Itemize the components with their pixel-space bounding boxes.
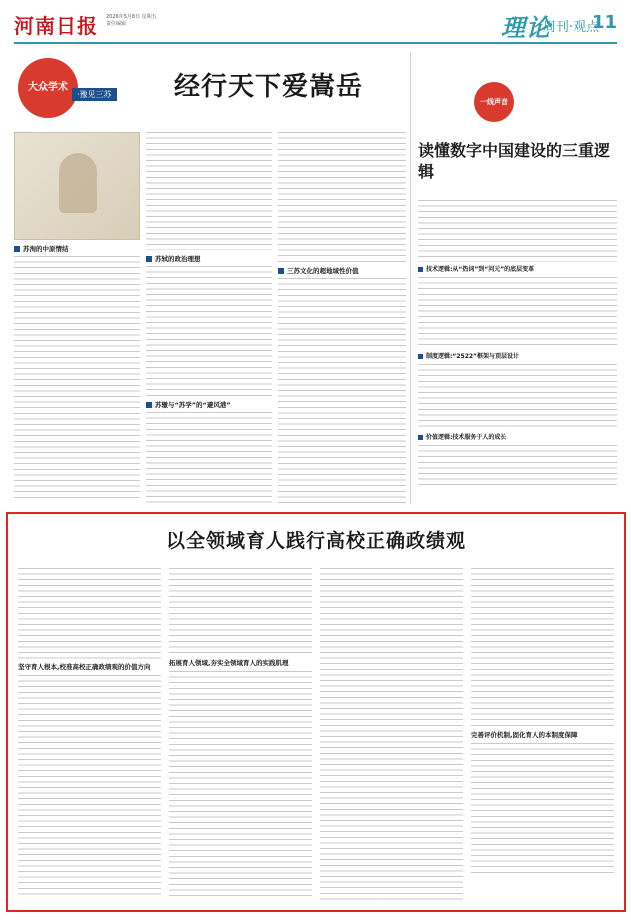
left-column-3 bbox=[278, 132, 406, 504]
historical-portrait-image bbox=[14, 132, 140, 240]
text-lines bbox=[146, 412, 272, 504]
right-body bbox=[418, 200, 617, 504]
text-lines bbox=[418, 364, 617, 430]
right-headline: 读懂数字中国建设的三重逻辑 bbox=[418, 141, 611, 181]
column-divider bbox=[410, 52, 411, 504]
newspaper-logo: 河南日报 bbox=[14, 14, 98, 38]
text-lines bbox=[18, 568, 161, 660]
text-lines bbox=[278, 278, 406, 504]
bottom-column-3 bbox=[320, 568, 463, 906]
column-badge bbox=[18, 58, 78, 118]
body-text-block bbox=[278, 278, 406, 504]
issue-date: 2026年5月8日 星期五 bbox=[106, 14, 157, 20]
section-title: 理论 bbox=[501, 13, 551, 42]
bottom-subhead-3: 完善评价机制,固化育人的本制度保障 bbox=[471, 731, 578, 739]
body-text-block bbox=[471, 568, 614, 728]
column-badge-tag: ·豫见三苏 bbox=[72, 88, 117, 101]
featured-article-box bbox=[6, 512, 626, 912]
left-subhead-2: 苏轼的政治理想 bbox=[146, 255, 272, 263]
text-lines bbox=[418, 277, 617, 349]
left-subhead-4: 三苏文化的超地域性价值 bbox=[278, 267, 406, 275]
right-subhead-3: 价值逻辑:技术服务于人的成长 bbox=[418, 434, 617, 442]
masthead-rule bbox=[14, 42, 617, 44]
body-text-block bbox=[18, 675, 161, 897]
date-line bbox=[106, 14, 157, 28]
bottom-headline: 以全领域育人践行高校正确政绩观 bbox=[165, 530, 466, 552]
text-lines bbox=[169, 568, 312, 656]
body-text-block bbox=[418, 364, 617, 430]
left-story bbox=[14, 52, 406, 504]
left-headline: 经行天下爱嵩岳 bbox=[174, 72, 364, 102]
voice-badge-text: 一线声音 bbox=[480, 97, 508, 106]
text-lines bbox=[418, 445, 617, 489]
right-story bbox=[418, 52, 617, 504]
left-column-1 bbox=[14, 132, 140, 504]
body-text-block bbox=[169, 568, 312, 656]
body-text-block bbox=[14, 256, 140, 502]
bottom-column-2 bbox=[169, 568, 312, 906]
body-text-block bbox=[418, 445, 617, 489]
text-lines bbox=[418, 200, 617, 262]
left-subhead-3: 苏辙与“苏学”的“避风港” bbox=[146, 401, 272, 409]
body-text-block bbox=[146, 266, 272, 396]
body-text-block bbox=[169, 671, 312, 897]
bottom-column-4 bbox=[471, 568, 614, 906]
text-lines bbox=[146, 266, 272, 396]
body-text-block bbox=[320, 736, 463, 904]
body-text-block bbox=[320, 568, 463, 736]
text-lines bbox=[471, 568, 614, 728]
text-lines bbox=[320, 736, 463, 904]
editor-line: 责任编辑 bbox=[106, 21, 127, 27]
body-text-block bbox=[418, 277, 617, 349]
body-text-block bbox=[146, 132, 272, 250]
body-text-block bbox=[146, 412, 272, 504]
section-subtitle: 周刊·观点 bbox=[542, 20, 599, 35]
body-text-block bbox=[18, 568, 161, 660]
voice-badge bbox=[474, 82, 514, 122]
text-lines bbox=[169, 671, 312, 897]
right-subhead-2: 制度逻辑:“2522”框架与顶层设计 bbox=[418, 353, 617, 361]
right-subhead-1: 技术逻辑:从“热词”到“问元”的底层变革 bbox=[418, 266, 617, 274]
column-badge-text: 大众学术 bbox=[28, 82, 68, 93]
bottom-subhead-2: 拓展育人领域,夯实全领域育人的实践肌理 bbox=[169, 659, 289, 667]
page-number: 11 bbox=[591, 12, 617, 33]
body-text-block bbox=[471, 743, 614, 877]
body-text-block bbox=[418, 200, 617, 262]
left-column-2 bbox=[146, 132, 272, 504]
text-lines bbox=[278, 132, 406, 262]
text-lines bbox=[146, 132, 272, 250]
body-text-block bbox=[278, 132, 406, 262]
bottom-subhead-1: 坚守育人根本,校准高校正确政绩观的价值方向 bbox=[18, 663, 151, 671]
bottom-column-1 bbox=[18, 568, 161, 906]
text-lines bbox=[320, 568, 463, 736]
text-lines bbox=[18, 675, 161, 897]
text-lines bbox=[14, 256, 140, 502]
text-lines bbox=[471, 743, 614, 877]
left-subhead-1: 苏洵的中原情结 bbox=[14, 245, 140, 253]
